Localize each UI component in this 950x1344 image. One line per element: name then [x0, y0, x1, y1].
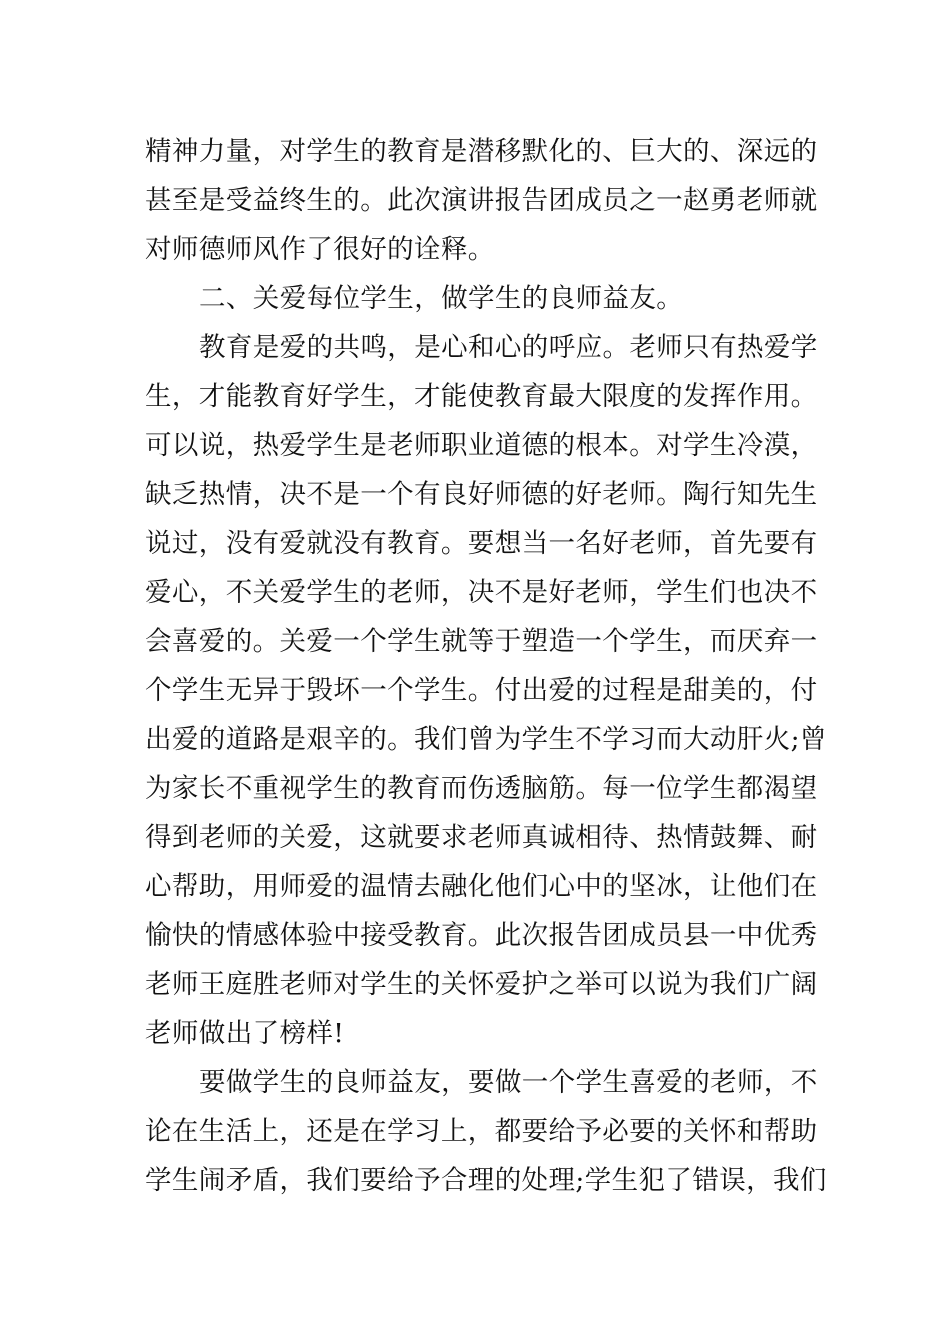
- text-line: 愉快的情感体验中接受教育。此次报告团成员县一中优秀: [145, 920, 818, 951]
- text-line: 为家长不重视学生的教育而伤透脑筋。每一位学生都渴望: [145, 773, 818, 804]
- text-line: 对师德师风作了很好的诠释。: [145, 234, 495, 265]
- text-line: 心帮助，用师爱的温情去融化他们心中的坚冰，让他们在: [145, 871, 818, 902]
- text-line: 精神力量，对学生的教育是潜移默化的、巨大的、深远的: [145, 136, 818, 167]
- section-heading: 二、关爱每位学生，做学生的良师益友。: [199, 283, 684, 314]
- text-line: 得到老师的关爱，这就要求老师真诚相待、热情鼓舞、耐: [145, 822, 818, 853]
- text-line: 学生闹矛盾，我们要给予合理的处理;学生犯了错误，我们: [145, 1165, 827, 1196]
- text-line: 可以说，热爱学生是老师职业道德的根本。对学生冷漠，: [145, 430, 818, 461]
- text-line: 爱心，不关爱学生的老师，决不是好老师，学生们也决不: [145, 577, 818, 608]
- text-line: 要做学生的良师益友，要做一个学生喜爱的老师，不: [199, 1067, 818, 1098]
- text-line: 出爱的道路是艰辛的。我们曾为学生不学习而大动肝火;曾: [145, 724, 827, 755]
- text-line: 说过，没有爱就没有教育。要想当一名好老师，首先要有: [145, 528, 818, 559]
- text-line: 老师做出了榜样!: [145, 1018, 345, 1049]
- text-line: 缺乏热情，决不是一个有良好师德的好老师。陶行知先生: [145, 479, 818, 510]
- text-line: 老师王庭胜老师对学生的关怀爱护之举可以说为我们广阔: [145, 969, 818, 1000]
- text-line: 教育是爱的共鸣，是心和心的呼应。老师只有热爱学: [199, 332, 818, 363]
- text-line: 会喜爱的。关爱一个学生就等于塑造一个学生，而厌弃一: [145, 626, 818, 657]
- document-body: [145, 127, 827, 1205]
- text-line: 论在生活上，还是在学习上，都要给予必要的关怀和帮助: [145, 1116, 818, 1147]
- text-line: 生，才能教育好学生，才能使教育最大限度的发挥作用。: [145, 381, 818, 412]
- text-line: 个学生无异于毁坏一个学生。付出爱的过程是甜美的，付: [145, 675, 818, 706]
- text-line: 甚至是受益终生的。此次演讲报告团成员之一赵勇老师就: [145, 185, 818, 216]
